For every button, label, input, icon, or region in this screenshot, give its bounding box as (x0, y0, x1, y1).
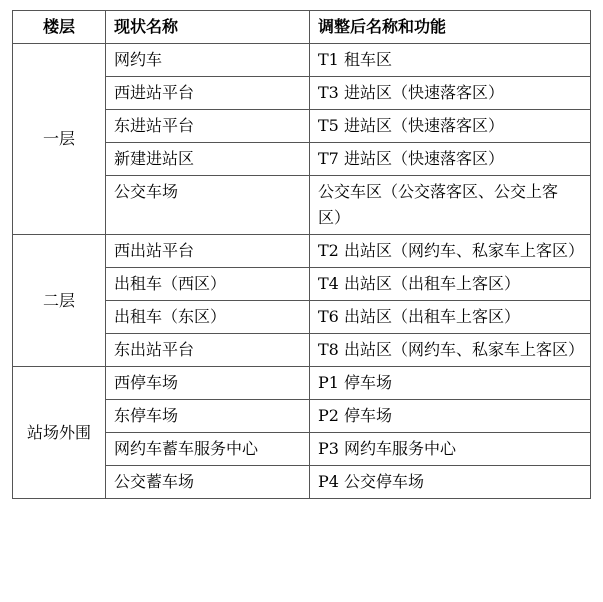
current-name-cell: 西出站平台 (106, 235, 310, 268)
adjusted-name-cell: P3 网约车服务中心 (310, 433, 591, 466)
adjusted-name-cell: P1 停车场 (310, 367, 591, 400)
table-row (13, 235, 591, 268)
current-name-cell: 网约车蓄车服务中心 (106, 433, 310, 466)
header-floor: 楼层 (13, 11, 106, 44)
current-name-cell: 公交蓄车场 (106, 466, 310, 499)
current-name-cell: 网约车 (106, 44, 310, 77)
table-row (13, 44, 591, 77)
current-name-cell: 东停车场 (106, 400, 310, 433)
header-current-name: 现状名称 (106, 11, 310, 44)
adjusted-name-cell: 公交车区（公交落客区、公交上客区） (310, 176, 591, 235)
floor-cell: 二层 (13, 235, 106, 367)
adjusted-name-cell: T5 进站区（快速落客区） (310, 110, 591, 143)
floor-cell: 一层 (13, 44, 106, 235)
current-name-cell: 东出站平台 (106, 334, 310, 367)
current-name-cell: 东进站平台 (106, 110, 310, 143)
adjusted-name-cell: P4 公交停车场 (310, 466, 591, 499)
table-header-row (13, 11, 591, 44)
current-name-cell: 新建进站区 (106, 143, 310, 176)
current-name-cell: 出租车（西区） (106, 268, 310, 301)
current-name-cell: 西进站平台 (106, 77, 310, 110)
adjusted-name-cell: T7 进站区（快速落客区） (310, 143, 591, 176)
adjusted-name-cell: T1 租车区 (310, 44, 591, 77)
adjusted-name-cell: T2 出站区（网约车、私家车上客区） (310, 235, 591, 268)
current-name-cell: 出租车（东区） (106, 301, 310, 334)
header-adjusted-name: 调整后名称和功能 (310, 11, 591, 44)
adjusted-name-cell: T8 出站区（网约车、私家车上客区） (310, 334, 591, 367)
adjusted-name-cell: P2 停车场 (310, 400, 591, 433)
station-area-table (12, 10, 591, 499)
current-name-cell: 西停车场 (106, 367, 310, 400)
current-name-cell: 公交车场 (106, 176, 310, 235)
table-body (13, 44, 591, 499)
adjusted-name-cell: T3 进站区（快速落客区） (310, 77, 591, 110)
table-row (13, 367, 591, 400)
floor-cell: 站场外围 (13, 367, 106, 499)
adjusted-name-cell: T4 出站区（出租车上客区） (310, 268, 591, 301)
adjusted-name-cell: T6 出站区（出租车上客区） (310, 301, 591, 334)
